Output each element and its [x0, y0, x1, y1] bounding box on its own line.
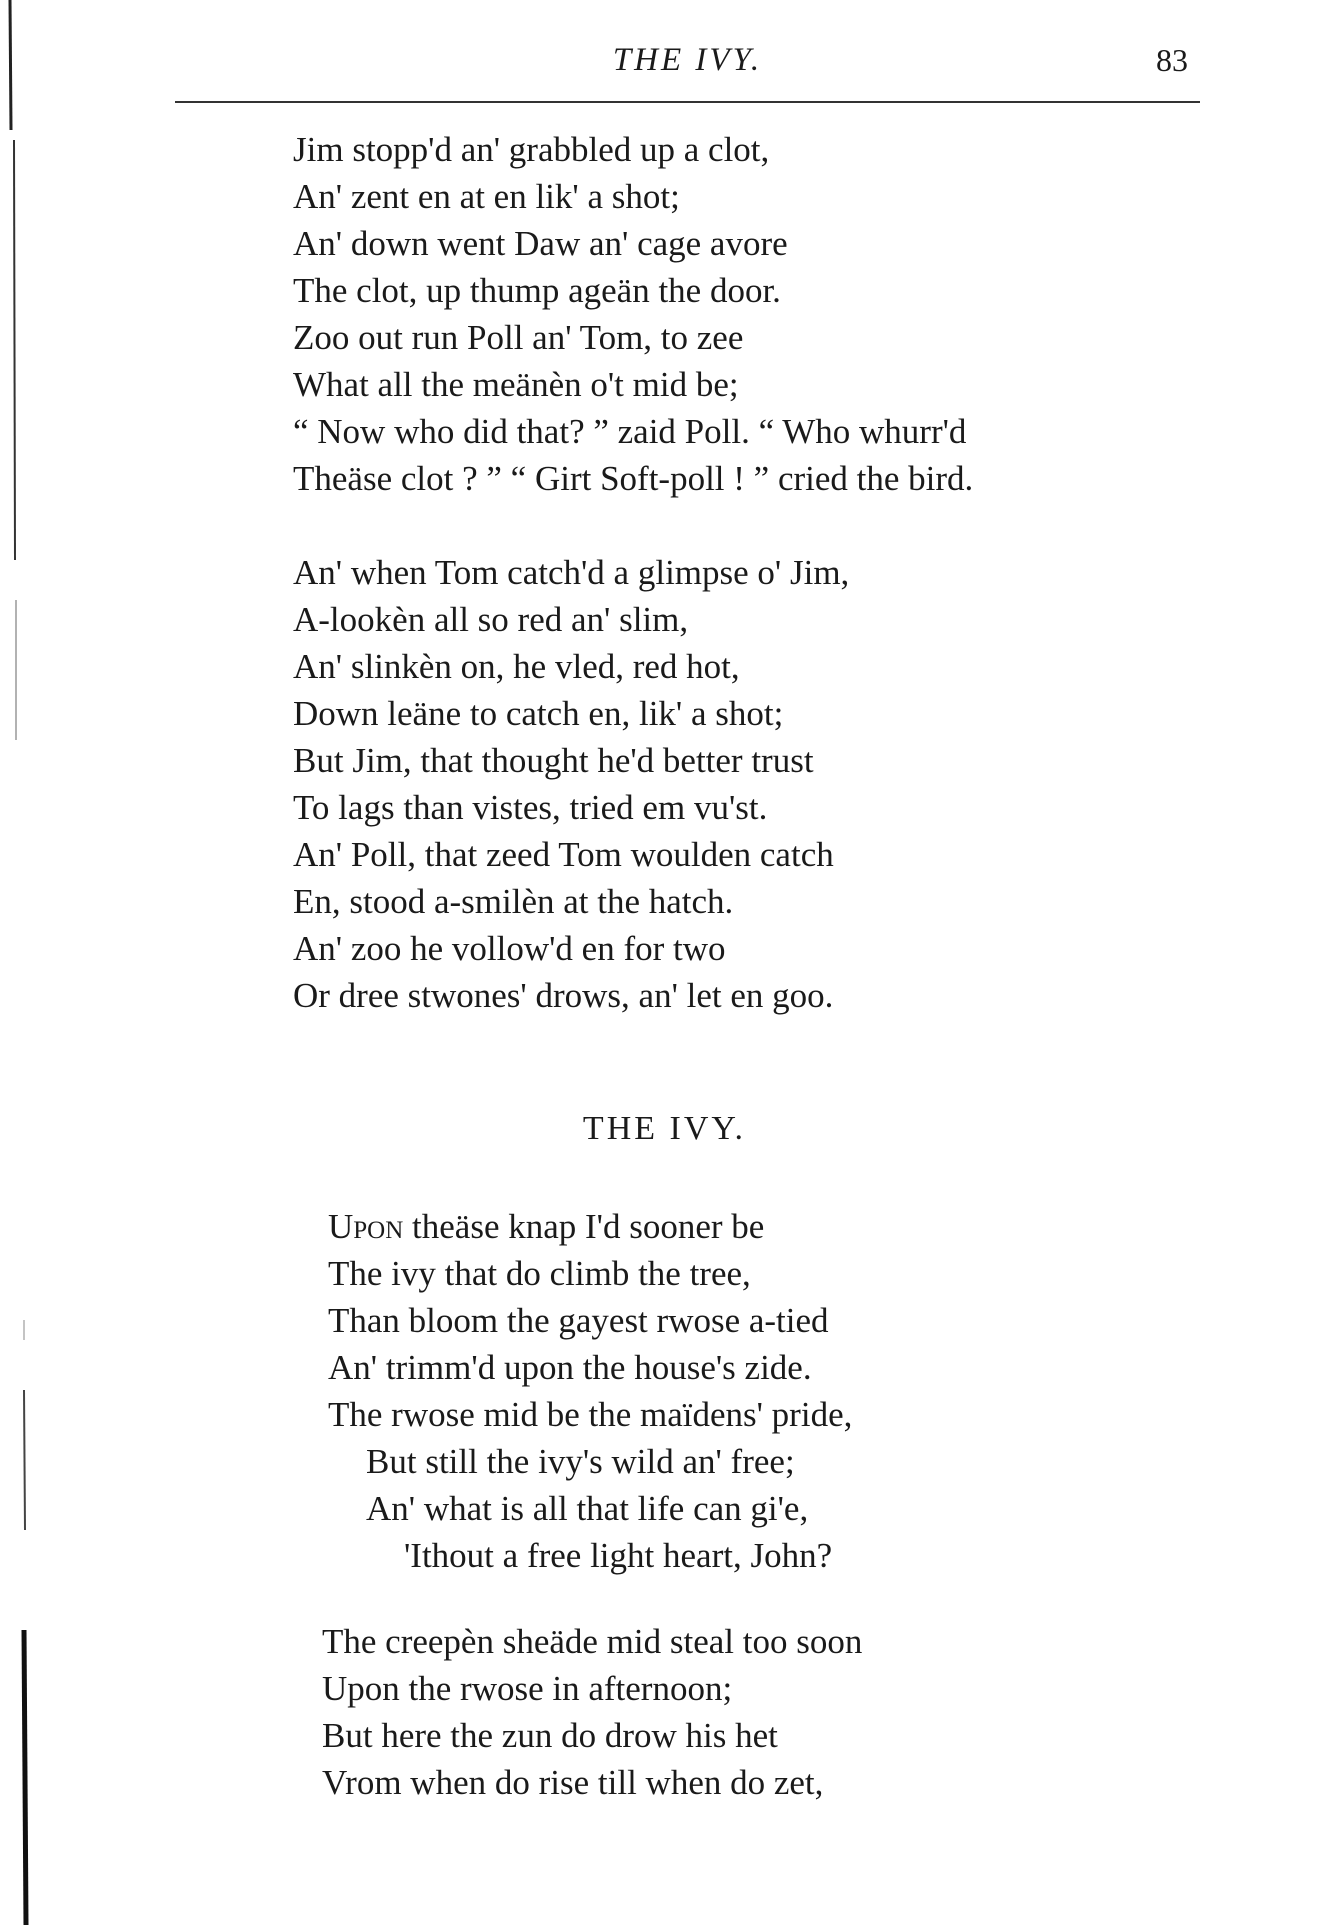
verse-line: An' Poll, that zeed Tom woulden catch — [293, 835, 834, 874]
verse-line: An' trimm'd upon the house's zide. — [328, 1348, 812, 1387]
opening-word: Upon — [328, 1207, 404, 1246]
first-line-rest: theäse knap I'd sooner be — [403, 1207, 765, 1246]
verse-line-indented: 'Ithout a free light heart, John? — [404, 1536, 833, 1575]
verse-line: The rwose mid be the maïdens' pride, — [328, 1395, 853, 1434]
verse-line: Zoo out run Poll an' Tom, to zee — [293, 318, 744, 357]
verse-line: Jim stopp'd an' grabbled up a clot, — [293, 130, 770, 169]
verse-line: An' slinkèn on, he vled, red hot, — [293, 647, 740, 686]
verse-line-indented: An' what is all that life can gi'e, — [366, 1489, 809, 1528]
verse-line: Than bloom the gayest rwose a-tied — [328, 1301, 829, 1340]
verse-line-indented: But still the ivy's wild an' free; — [366, 1442, 795, 1481]
running-title: THE IVY. — [612, 42, 763, 78]
poem-stanza-2 — [322, 1618, 862, 1806]
verse-line: To lags than vistes, tried em vu'st. — [293, 788, 768, 827]
poem-title: THE IVY. — [582, 1110, 747, 1147]
scan-edge-shadow — [0, 0, 40, 1925]
verse-line-first — [328, 1203, 852, 1250]
verse-line: An' zoo he vollow'd en for two — [293, 929, 726, 968]
page-number: 83 — [1156, 42, 1188, 78]
verse-line: But Jim, that thought he'd better trust — [293, 741, 814, 780]
verse-line: An' zent en at en lik' a shot; — [293, 177, 680, 216]
verse-line: Upon the rwose in afternoon; — [322, 1669, 733, 1708]
verse-line: An' when Tom catch'd a glimpse o' Jim, — [293, 553, 850, 592]
verse-line: An' down went Daw an' cage avore — [293, 224, 788, 263]
verse-line: The clot, up thump ageän the door. — [293, 271, 781, 310]
page-header — [175, 42, 1200, 102]
poem-stanza-1 — [328, 1203, 852, 1579]
verse-line: Vrom when do rise till when do zet, — [322, 1763, 824, 1802]
verse-line: En, stood a-smilèn at the hatch. — [293, 882, 734, 921]
verse-line: But here the zun do drow his het — [322, 1716, 778, 1755]
header-rule — [175, 101, 1200, 103]
verse-line: Theäse clot ? ” “ Girt Soft-poll ! ” cried the bird. — [293, 459, 974, 498]
previous-poem-stanza-2 — [293, 549, 849, 1019]
verse-line: Down leäne to catch en, lik' a shot; — [293, 694, 784, 733]
verse-line: The creepèn sheäde mid steal too soon — [322, 1622, 863, 1661]
verse-line: The ivy that do climb the tree, — [328, 1254, 751, 1293]
previous-poem-stanza-1 — [293, 126, 973, 502]
verse-line: What all the meänèn o't mid be; — [293, 365, 739, 404]
verse-line: “ Now who did that? ” zaid Poll. “ Who whurr'd — [293, 412, 967, 451]
verse-line: A-lookèn all so red an' slim, — [293, 600, 689, 639]
verse-line: Or dree stwones' drows, an' let en goo. — [293, 976, 834, 1015]
